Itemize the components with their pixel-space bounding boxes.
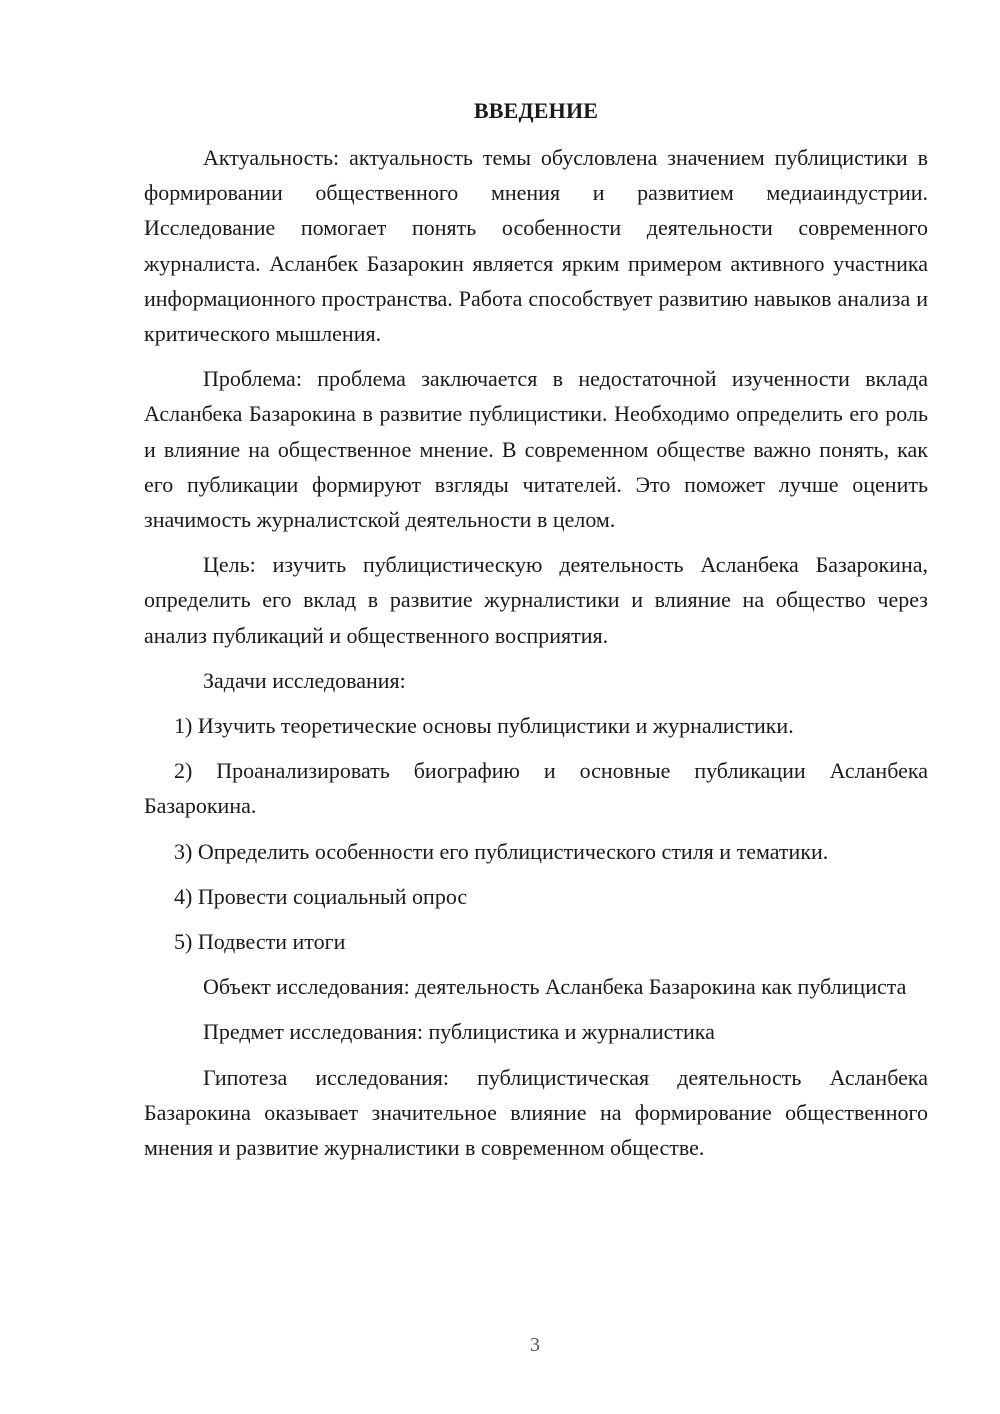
task-item-5: 5) Подвести итоги <box>174 929 346 955</box>
object-paragraph: Объект исследования: деятельность Асланбека Базарокина как публициста <box>203 974 907 1000</box>
problem-paragraph: Проблема: проблема заключается в недостаточной изученности вклада Асланбека Базарокина в развитие публицистики. Необходимо определить его роль и влияние на общественное мнение. В современном обществе важно понять, как его публикации формируют взгляды читателей. Это поможет лучше оценить значимость журналистской деятельности в целом. <box>144 366 928 533</box>
task-item-1: 1) Изучить теоретические основы публицистики и журналистики. <box>174 713 794 739</box>
goal-paragraph: Цель: изучить публицистическую деятельность Асланбека Базарокина, определить его вклад в развитие журналистики и влияние на общество через анализ публикаций и общественного восприятия. <box>144 552 928 648</box>
task-item-2: 2) Проанализировать биографию и основные публикации Асланбека Базарокина. <box>144 758 928 819</box>
page-number: 3 <box>530 1334 540 1356</box>
page-content <box>144 96 928 1175</box>
task-item-4: 4) Провести социальный опрос <box>174 883 468 909</box>
relevance-paragraph: Актуальность: актуальность темы обусловлена значением публицистики в формировании общественного мнения и развитием медиаиндустрии. Исследование помогает понять особенности деятельности современного журналиста. Асланбек Базарокин является ярким примером активного участника информационного пространства. Работа способствует развитию навыков анализа и критического мышления. <box>144 145 928 347</box>
task-item-3: 3) Определить особенности его публицистического стиля и тематики. <box>174 838 829 864</box>
subject-paragraph: Предмет исследования: публицистика и журналистика <box>203 1019 715 1045</box>
hypothesis-paragraph: Гипотеза исследования: публицистическая деятельность Асланбека Базарокина оказывает значительное влияние на формирование общественного мнения и развитие журналистики в современном обществе. <box>144 1064 928 1161</box>
page-title: ВВЕДЕНИЕ <box>473 98 599 123</box>
tasks-heading: Задачи исследования: <box>203 667 406 693</box>
